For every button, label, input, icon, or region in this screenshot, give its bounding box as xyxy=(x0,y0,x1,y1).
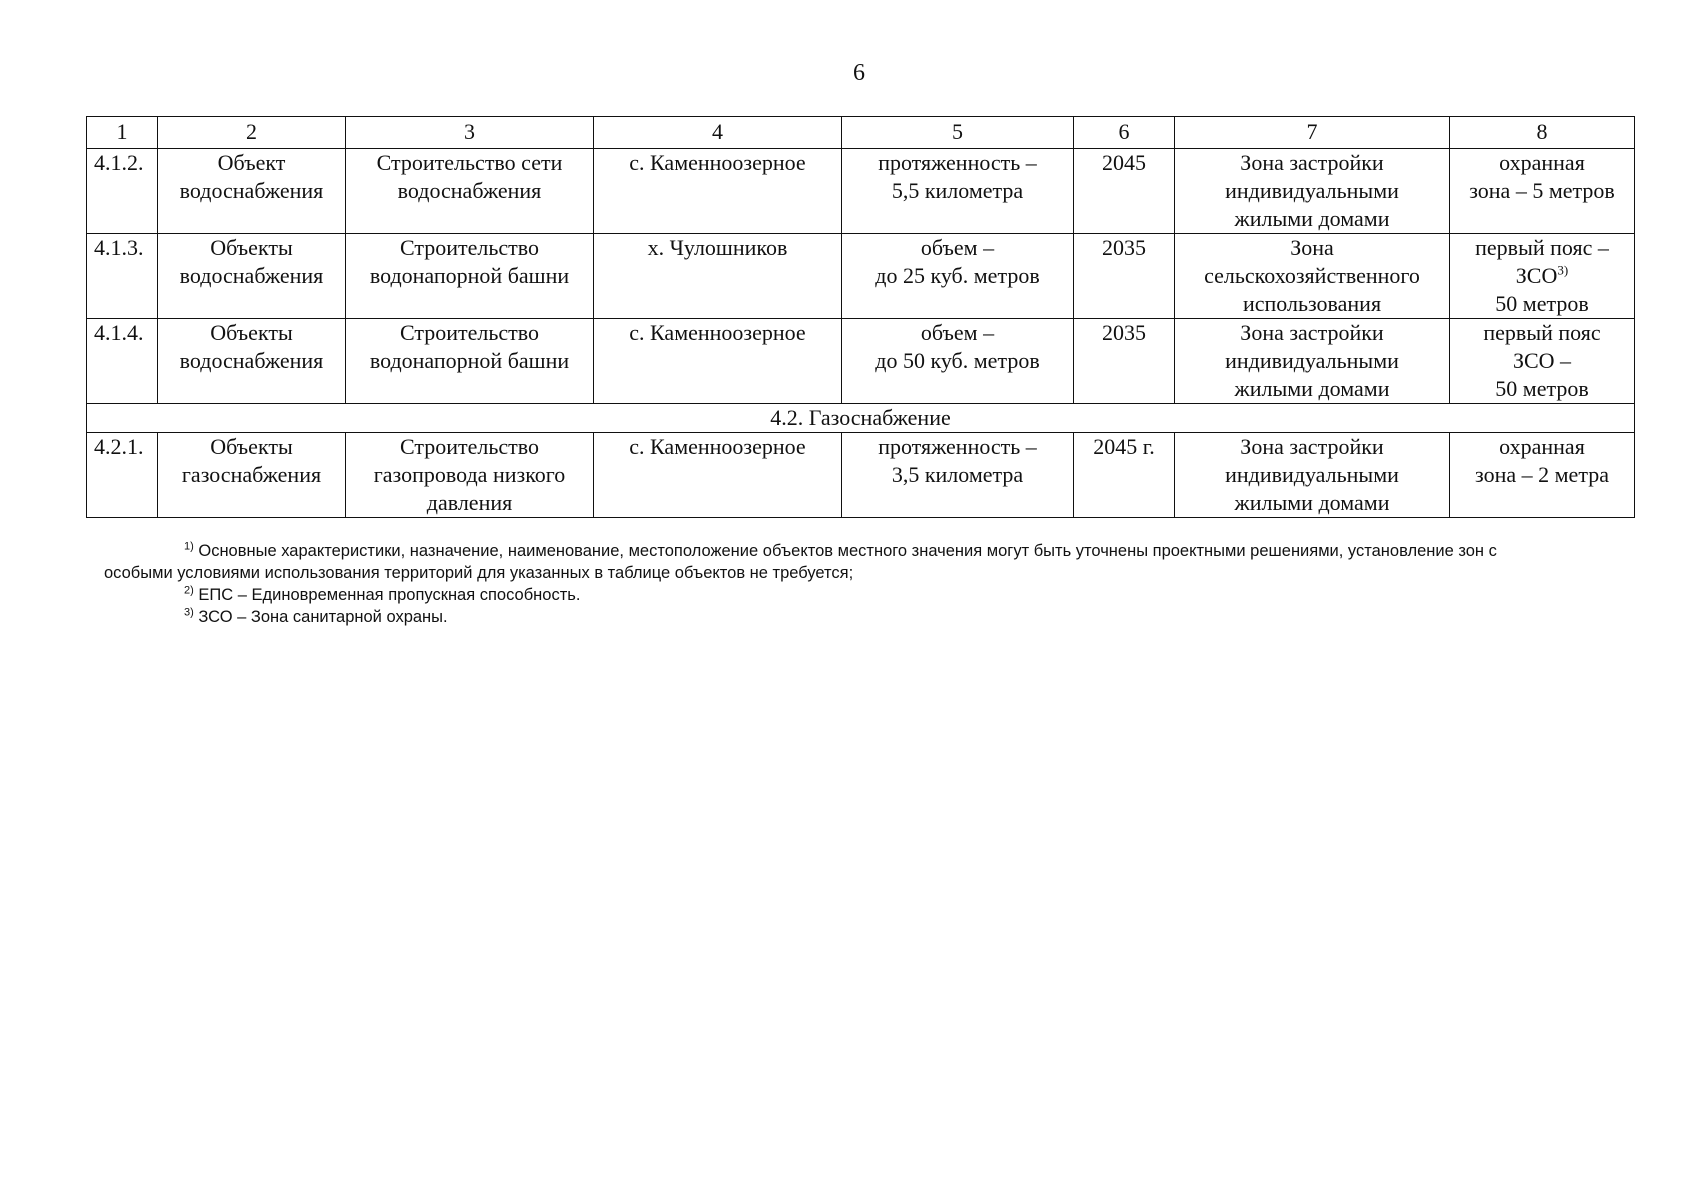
header-cell: 1 xyxy=(87,117,158,149)
row-number: 4.1.2. xyxy=(87,149,158,234)
location: с. Каменноозерное xyxy=(594,319,842,404)
objects-table xyxy=(86,116,1635,518)
table-header-row xyxy=(87,117,1635,149)
location: с. Каменноозерное xyxy=(594,433,842,518)
location: с. Каменноозерное xyxy=(594,149,842,234)
location: х. Чулошников xyxy=(594,234,842,319)
characteristics: объем – до 25 куб. метров xyxy=(842,234,1074,319)
characteristics: объем – до 50 куб. метров xyxy=(842,319,1074,404)
object-type: Объекты водоснабжения xyxy=(158,234,346,319)
section-row xyxy=(87,404,1635,433)
footnote xyxy=(104,540,1544,584)
footnote xyxy=(104,606,1544,628)
table-row xyxy=(87,319,1635,404)
footnotes xyxy=(104,540,1544,628)
zone: Зона застройки индивидуальными жилыми домами xyxy=(1175,319,1450,404)
table-row xyxy=(87,234,1635,319)
header-cell: 8 xyxy=(1450,117,1635,149)
work-description: Строительство водонапорной башни xyxy=(346,234,594,319)
protection-zone: охранная зона – 5 метров xyxy=(1450,149,1635,234)
header-cell: 6 xyxy=(1074,117,1175,149)
footnote xyxy=(104,584,1544,606)
table-row xyxy=(87,149,1635,234)
zone: Зона сельскохозяйственного использования xyxy=(1175,234,1450,319)
work-description: Строительство сети водоснабжения xyxy=(346,149,594,234)
header-cell: 2 xyxy=(158,117,346,149)
object-type: Объекты водоснабжения xyxy=(158,319,346,404)
footnote-mark: 1) xyxy=(184,540,194,553)
footnote-text: ЗСО – Зона санитарной охраны. xyxy=(193,608,448,626)
year: 2045 г. xyxy=(1074,433,1175,518)
row-number: 4.1.3. xyxy=(87,234,158,319)
header-cell: 4 xyxy=(594,117,842,149)
protection-zone: первый пояс ЗСО – 50 метров xyxy=(1450,319,1635,404)
table-row xyxy=(87,433,1635,518)
page-number: 6 xyxy=(853,60,865,86)
zone: Зона застройки индивидуальными жилыми домами xyxy=(1175,149,1450,234)
year: 2045 xyxy=(1074,149,1175,234)
zone: Зона застройки индивидуальными жилыми домами xyxy=(1175,433,1450,518)
work-description: Строительство газопровода низкого давления xyxy=(346,433,594,518)
protection-zone: первый пояс – ЗСО$^{3)}$ 50 метров xyxy=(1450,234,1635,319)
object-type: Объект водоснабжения xyxy=(158,149,346,234)
section-title: 4.2. Газоснабжение xyxy=(87,404,1635,433)
row-number: 4.1.4. xyxy=(87,319,158,404)
year: 2035 xyxy=(1074,234,1175,319)
work-description: Строительство водонапорной башни xyxy=(346,319,594,404)
object-type: Объекты газоснабжения xyxy=(158,433,346,518)
footnote-mark: 3) xyxy=(184,606,194,619)
footnote-ref: 3) xyxy=(1557,262,1569,278)
footnote-text: Основные характеристики, назначение, наименование, местоположение объектов местного значения могут быть уточнены проектными решениями, установление зон с особыми условиями использования территорий для указанных в таблице объектов не требуется; xyxy=(104,542,1497,582)
footnote-mark: 2) xyxy=(184,584,194,597)
footnote-text: ЕПС – Единовременная пропускная способность. xyxy=(193,586,581,604)
row-number: 4.2.1. xyxy=(87,433,158,518)
header-cell: 5 xyxy=(842,117,1074,149)
protection-zone: охранная зона – 2 метра xyxy=(1450,433,1635,518)
header-cell: 7 xyxy=(1175,117,1450,149)
zso-abbr: ЗСО xyxy=(1515,263,1558,288)
header-cell: 3 xyxy=(346,117,594,149)
characteristics: протяженность – 5,5 километра xyxy=(842,149,1074,234)
year: 2035 xyxy=(1074,319,1175,404)
characteristics: протяженность – 3,5 километра xyxy=(842,433,1074,518)
